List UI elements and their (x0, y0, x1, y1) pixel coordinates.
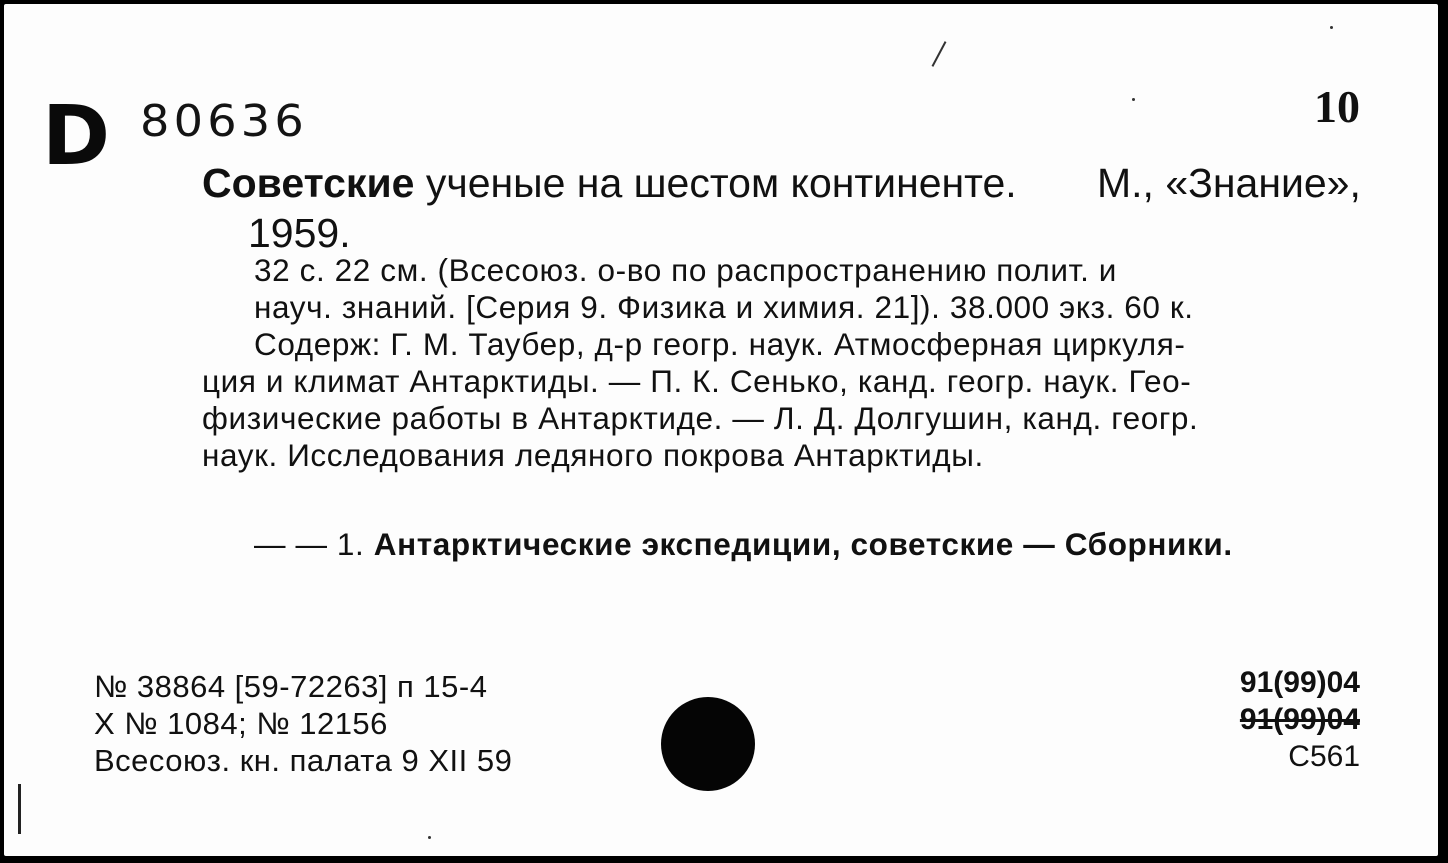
catalog-card (4, 4, 1438, 856)
subject-heading (254, 526, 1233, 563)
footer-line: Всесоюз. кн. палата 9 XII 59 (94, 743, 513, 778)
title-bold-word: Советские (202, 160, 415, 206)
subject-text: Антарктические экспедиции, советские — Сборники. (373, 526, 1233, 562)
title-rest: ученые на шестом континенте. (414, 160, 1017, 206)
speck (428, 836, 431, 839)
footer-line: № 38864 [59-72263] п 15-4 (94, 669, 488, 704)
publication-year: 1959. (248, 210, 351, 256)
description-line: ция и климат Антарктиды. — П. К. Сенько, канд. геогр. наук. Гео- (202, 363, 1192, 399)
description-line: наук. Исследования ледяного покрова Антарктиды. (202, 437, 984, 473)
corner-letter: D (42, 89, 109, 184)
class-code-struck: 91(99)04 (1239, 703, 1360, 736)
description-line: Содерж: Г. М. Таубер, д-р геогр. наук. Атмосферная циркуля- (254, 326, 1186, 362)
shelf-code: С561 (1288, 740, 1360, 773)
speck (1132, 98, 1135, 101)
handwritten-number: 80636 (140, 96, 308, 147)
book-title (202, 160, 1017, 207)
classification-block (1240, 664, 1360, 775)
publisher: М., «Знание», (1097, 160, 1361, 206)
speck (1330, 26, 1333, 29)
description-line: науч. знаний. [Серия 9. Физика и химия. 21]). 38.000 экз. 60 к. (254, 289, 1194, 325)
description-block (202, 252, 1377, 474)
pencil-mark (932, 41, 947, 67)
description-line: физические работы в Антарктиде. — Л. Д. Долгушин, канд. геогр. (202, 400, 1199, 436)
description-line: 32 с. 22 см. (Всесоюз. о-во по распространению полит. и (254, 252, 1117, 288)
punch-hole (661, 697, 755, 791)
class-code: 91(99)04 (1239, 666, 1360, 699)
footer-line: X № 1084; № 12156 (94, 706, 388, 741)
margin-mark (18, 784, 21, 834)
subject-prefix: — — 1. (254, 526, 374, 562)
card-number: 10 (1314, 81, 1360, 132)
footer-registration (94, 668, 512, 779)
